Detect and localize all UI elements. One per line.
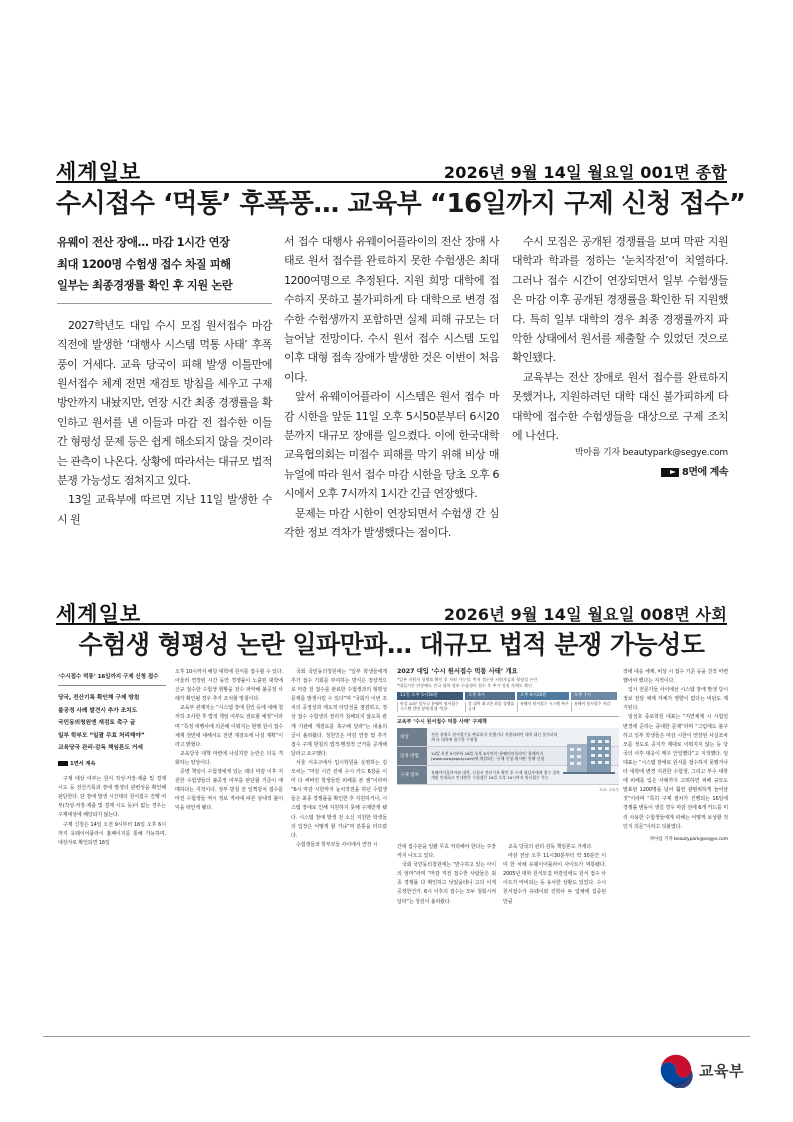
timeline-desc: 마감 10분 앞두고 유웨이 원서접수 시스템 전면 장애 발생 '먹통' [397, 702, 465, 711]
article2-kicker: ‘수시접수 먹통’ 16일까지 구제 신청 접수 [58, 672, 166, 686]
article2-paragraph: 교육 당국의 관리·감독 책임론도 거세다. [508, 844, 593, 850]
article1-subhead: 일부는 최종경쟁률 확인 후 지원 논란 [57, 279, 233, 293]
timeline-step: 오후 6시 [465, 692, 515, 700]
infographic-source: 자료: 교육부 [599, 787, 619, 792]
infographic-note: *대입시간 연장에도 전국 대학 정보 수험생이 접수 후 추가 정정 사례도 확인 [397, 683, 532, 689]
article2-subheads [58, 692, 166, 755]
article2-subhead: 국민동의청원엔 재검토 촉구 글 [58, 720, 136, 727]
article2-column-3 [291, 668, 387, 850]
article2-paragraph: 간대 접수분을 일괄 무효 처리해야 한다는 주장까지 나오고 있다. [397, 844, 496, 860]
article1-column-2 [284, 232, 499, 543]
article2-column-1 [58, 672, 166, 848]
arrow-right-icon [661, 468, 679, 477]
article1-paragraph: 교육부는 전산 장애로 원서 접수를 완료하지 못했거나, 지원하려던 대학 대신 불가피하게 타 대학에 접수한 수험생들을 대상으로 구제 조치에 나선다. [512, 370, 728, 443]
article1-continued [512, 463, 728, 482]
article1-paragraph: 앞서 유웨이어플라이 시스템은 원서 접수 마감 시한을 앞둔 11일 오후 5시50분부터 6시20분까지 대규모 장애를 일으켰다. 이에 한국대학교육협의회는 미접수 피해를 막기 위해 비상 매뉴얼에 따라 원서 접수 마감 시한을 당초 오후 6시에서 오후 7시까지 1시간 긴급 연장했다. [284, 390, 499, 501]
article2-paragraph: 교육당국 대책 마련에 나섰지만 논란은 더욱 격화하는 양상이다. [175, 750, 283, 766]
timeline-desc: 유웨이 원서접수 마감 [571, 702, 617, 711]
article1-paragraph: 서 접수 대행사 유웨이어플라이의 전산 장애 사태로 원서 접수를 완료하지 못한 수험생은 최대 1200여명으로 추정된다. 지원 희망 대학에 접수하지 못하고 불가피하게 타 대학으로 변경 접수한 수험생까지 포함하면 실제 피해 규모는 더 늘어날 전망이다. 수시 원서 접수 시스템 도입 이후 대형 접속 장애가 발생한 것은 이번이 처음이다. [284, 235, 499, 384]
article2-paragraph: 서울 서초구에서 입시학원을 운영하는 김모씨는 “마감 시간 전에 수시 카드 6장을 이미 다 써버린 학생들만 피해를 본 셈”이라며 “6시 마감 시한까지 눈치작전을 하던 수험생들은 최종 경쟁률을 확인한 후 지원하거나, 시스템 장애로 인해 지원하지 못해 구제받게 됐다. 시스템 장애 발생 전 소신 지원한 학생들의 입장은 어떻게 할 거냐”며 분통을 터뜨렸다. [291, 759, 387, 839]
infographic-subtitle: 교육부 ‘수시 원서접수 먹통 사태’ 구제책 [397, 716, 619, 725]
article1-subhead: 유웨이 전산 장애… 마감 1시간 연장 [57, 236, 230, 249]
timeline-step: 11일 오후 5시50분 [397, 692, 463, 700]
infographic-table [397, 728, 619, 785]
timeline-desc: 각 대학 최고한 최종 경쟁률 공개 [465, 702, 517, 711]
article2-paragraph: 증명 책임이 수험생에게 있는 데다 마감 이후 지원한 수험생들의 불공정 여부를 판단할 기준이 애매하다는 지적이다. 정부 방침 전 일찍감치 접수를 마친 수험생들 역시 정보 격차에 따른 상대적 불이익을 떠안게 됐다. [175, 769, 283, 812]
infographic [397, 668, 619, 838]
article2-paragraph: 교육부 관계자는 “시스템 장애 원인 등에 대해 철저히 조사한 후 법적 책임 여부도 검토할 예정”이라며 “특정 대행사에 의존해 이뤄지는 현행 원서 접수 체계 전반에 대해서도 전면 재검토에 나설 계획”이라고 밝혔다. [175, 705, 283, 748]
article2-column-6 [623, 668, 728, 844]
arrow-right-icon [58, 761, 68, 766]
article1-paragraph: 13일 교육부에 따르면 지난 11일 발생한 수시 원 [57, 493, 272, 526]
infographic-row-value: 전산 장애로 원서접수를 완료하지 못했거나 지원하려던 대학 대신 불가피하게 타 대학에 접수한 수험생 [431, 731, 558, 742]
article1-subheads [57, 232, 272, 304]
article1-paragraph: 2027학년도 대입 수시 모집 원서접수 마감 직전에 발생한 ‘대행사 시스템 먹통 사태’ 후폭풍이 거세다. 교육 당국이 피해 발생 이틀만에 원서접수 체계 전면 재검토 방침을 세우고 구제방안까지 내놨지만, 연장 시간 최종 경쟁률을 확인하고 원서를 낸 이들과 마감 전 접수한 이들 간 형평성 문제 등은 쉽게 해소되지 않을 것이라는 관측이 나온다. 상황에 따라서는 대규모 법적 분쟁 가능성도 점쳐지고 있다. [57, 318, 272, 488]
article2-paragraph: 입시 전문가들 사이에선 시스템 장애 발생 당시 정보 전달 체계 자체가 영향이 없다는 비판도 제기된다. [623, 687, 728, 712]
article1-paragraph: 문제는 마감 시한이 연장되면서 수험생 간 심각한 정보 격차가 발생했다는 점이다. [284, 506, 499, 540]
article1-paragraph: 수시 모집은 공개된 경쟁률을 보며 막판 지원 대학과 학과를 정하는 ‘눈치작전’이 치열하다. 그러나 접수 시간이 연장되면서 일부 수험생들은 마감 이후 공개된 경쟁률을 확인한 뒤 지원했다. 특히 일부 대학의 경우 최종 경쟁률까지 파악한 상태에서 원서를 제출할 수 있었던 것으로 확인됐다. [512, 235, 728, 365]
article2-paragraph: 장애 대응 체계, 비상 시 접수 기준 등을 진작 마련했어야 했다는 지적이다. [623, 669, 728, 685]
article2-subhead: 교육당국 관리·감독 책임론도 거세 [58, 745, 143, 752]
article2-paragraph: 임성호 종로학원 대표는 “지연체제 시 시험일 변경에 준하는 중대한 문제”라며 “그럼에도 불구하고 일부 학생들은 마감 시한이 연장된 사실조차 모를 정도로 공지가 제대로 이뤄지지 않는 등 당국의 사후 대응이 매우 안일했다”고 지적했다. 임 대표는 “시스템 장애로 원서를 접수하지 못했거나 타 대학에 변경 지원한 수험생, 그리고 부수 대학에 피해를 입은 사례까지 고려하면 피해 규모도 발표된 1200명을 넘어 훨씬 광범위하게 늘어날 것”이라며 “특히 구제 절차가 진행되는 16일에 경쟁률 변동이 생길 경우 마감 전에 6개 카드를 미리 사용한 수험생들에게 피해는 어떻게 보상할 것인지 의문”이라고 덧붙였다. [623, 714, 728, 830]
footer-ministry-name: 교육부 [699, 1062, 744, 1080]
timeline-step: 오후 7시 [571, 692, 617, 700]
article1-column-3 [512, 232, 728, 483]
article2-continued-from [58, 760, 166, 769]
masthead-segye-1: 세계일보 [56, 159, 142, 184]
article2-column-2 [175, 668, 283, 814]
footer-rule [43, 1036, 750, 1037]
article2-headline: 수험생 형평성 논란 일파만파… 대규모 법적 분쟁 가능성도 [78, 630, 705, 659]
article1-headline: 수시접수 ‘먹통’ 후폭풍… 교육부 “16일까지 구제 신청 접수” [56, 189, 746, 219]
timeline-step: 오후 6시20분 [517, 692, 569, 700]
infographic-timeline-descriptions [397, 702, 619, 711]
article2-subhead: 불공정 사례 발견시 추가 조치도 [58, 707, 138, 714]
infographic-timeline [397, 692, 619, 700]
article1-subhead: 최대 1200명 수험생 접수 차질 피해 [57, 257, 231, 271]
article1-column-1 [57, 232, 272, 529]
infographic-title: 2027 대입 ‘수시 원서접수 먹통 사태’ 개요 [397, 668, 518, 675]
article1-continued-label: 8면에 계속 [681, 467, 728, 479]
article2-paragraph: 구제 신청은 14일 오전 9시부터 16일 오후 6시까지 유웨이어플라이 홈페이지를 통해 가능하며, 대상자로 확인되면 16일 [58, 821, 166, 846]
infographic-row-value: 14일 오전 9시부터 16일 오후 6시까지 '유웨이어플라이' 홈페이지 (www.uwayapply.com)에 개설되는 '구제 신청 게시판' 통해 신청 [431, 750, 545, 761]
article2-column-4 [397, 843, 496, 907]
article2-subhead: 당국, 전산기록 확인해 구제 방침 [58, 695, 140, 701]
infographic-row-label: 대상 [397, 728, 427, 746]
article2-paragraph: 구제 대상 여부는 원서 작성·저장·제출 및 결제 시도 등 전산기록과 장애 발생의 관련성을 확인해 판단한다. 단 장애 발생 시간대의 원서접수 진행 여부(작성·저장·제출 및 결제 시도 등)이 없는 경우는 구제대상에 해당되지 않는다. [58, 776, 166, 819]
masthead-segye-2: 세계일보 [56, 601, 142, 626]
article1-dateline: 2026년 9월 14일 월요일 001면 종합 [443, 163, 727, 182]
infographic-row-label: 구제 절차 [397, 766, 427, 784]
article2-paragraph: 국회 국민동의청원에는 “일부 학생들에게 추가 접수 기회를 부여하는 방식은 정상적으로 마감 전 접수를 완료한 수험생과의 형평성 문제를 발생시킬 수 있다”며 “국회가 이번 조치의 공정성과 제도적 타당성을 점검하고, 정상 접수 수험생의 권리가 침해되지 않도록 관계 기관에 재검토를 촉구해 달라”는 내용의 글이 올라왔다. 청원인은 마감 연장 및 추가 접수 구제 방침의 법적·행정적 근거를 공개해 달라고 요구했다. [291, 669, 387, 757]
article1-byline: 박아름 기자 beautypark@segye.com [574, 448, 728, 459]
article2-paragraph: 수험생들과 학부모들 사이에서 연장 시 [296, 841, 378, 848]
article2-paragraph: 마감 전날 오후 11시30분부터 약 30분간 이미 한 차례 유웨이어플라이 사이트가 먹통됐다. 2005년 대학 원서모집 마감일에도 원서 접수 사이트가 마비되는 등 유사한 상황도 있었다. 수시 원서접수가 유웨이와 진학사 두 업체에 집중된 만큼 [503, 853, 606, 905]
article2-dateline: 2026년 9월 14일 월요일 008면 사회 [443, 605, 727, 624]
article2-continued-label: 1면서 계속 [70, 760, 96, 767]
article2-paragraph: 오후 10시까지 해당 대학에 원서를 접수할 수 있다. 아울러 연장된 시간 동안 경쟁률이 노출된 대학에 신규 접수한 수험생 현황을 전수 파악해 불공정 사례가 확인될 경우 추가 조치할 방침이다. [175, 669, 283, 703]
timeline-desc: 유웨이 원서접수 시스템 복구 [517, 702, 571, 711]
ministry-of-education-logo [658, 1052, 694, 1088]
infographic-note: *일부 지원자 경쟁률 확인 후 지원 가능성, 먼저 접수한 지원자들과 형평성 논란 [397, 677, 538, 682]
article2-paragraph: 국회 국민동의청원에는 “반수하고 있는 아이의 엄마”라며 “마감 직전 접수한 사람들은 최종 경쟁률 다 확인하고 낮았을테니 고의 이게 공정한건가. 6시 이후의 접수는 모두 철회시켜 달라”는 청원이 올라왔다. [397, 862, 496, 905]
article2-column-5 [503, 843, 606, 907]
building-illustration-icon [563, 732, 615, 774]
infographic-row-value: 유웨이어플라이와 대학, 신청자 전산기록 확인 후 구제 대상자에게 접수 절차 개별 안내하고 안내받은 수험생은 16일 오후 10시까지 원서접수 가능 [431, 769, 560, 780]
article2-byline: 박아름 기자 beautypark@segye.com [649, 836, 728, 842]
infographic-row-label: 일정·방법 [397, 747, 427, 765]
article2-subhead: 일부 학부모 “일괄 무효 처리해야” [58, 732, 145, 739]
